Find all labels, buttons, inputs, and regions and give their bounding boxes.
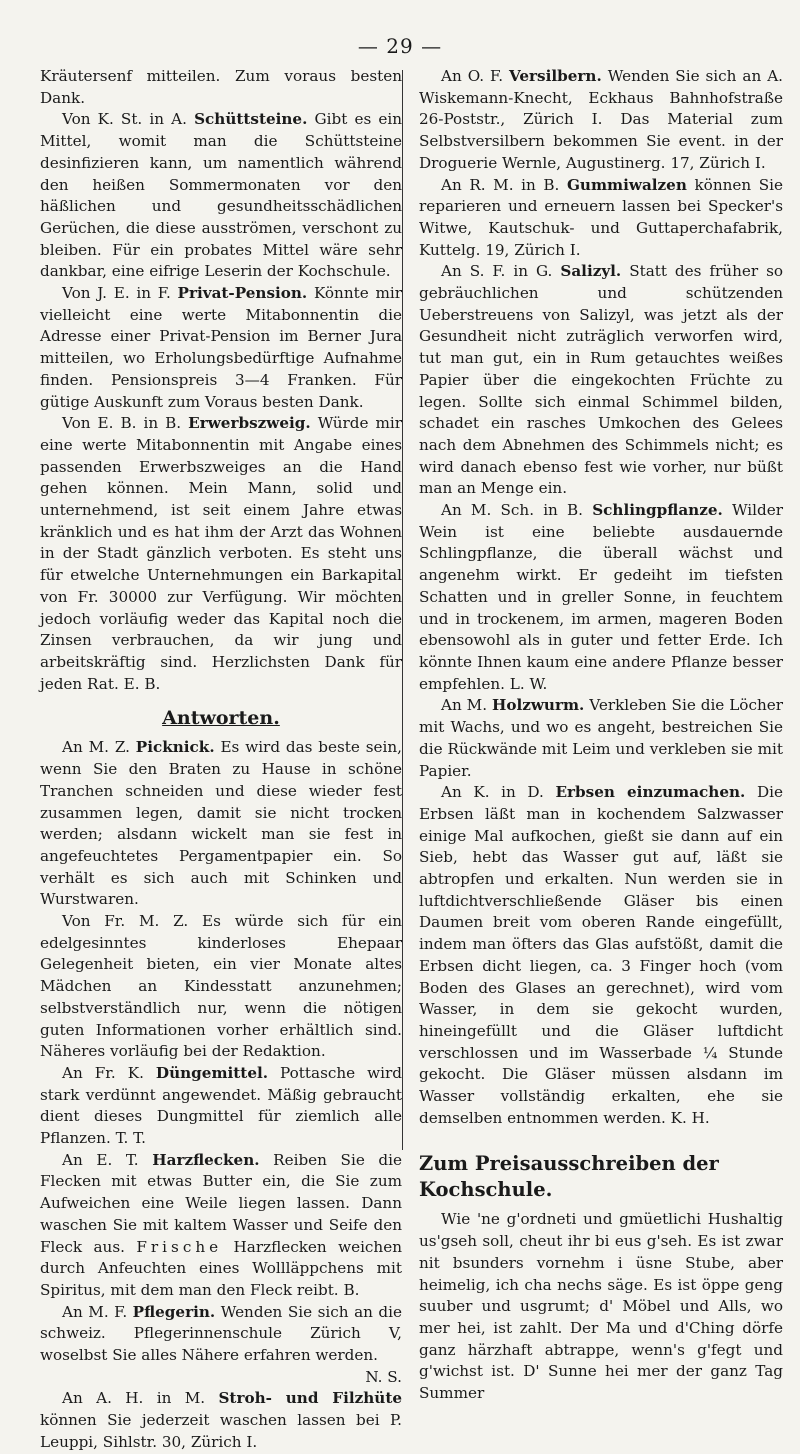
answer-strohhuete: An A. H. in M. Stroh- und Filzhüte können Sie jederzeit waschen lassen bei P. Leuppi, Sihlstr. 30, Zürich I. — [40, 1389, 402, 1451]
signature: K. H. — [670, 1108, 710, 1127]
section-heading-preisausschreiben: Zum Preisausschreiben der Kochschule. — [419, 1152, 719, 1202]
spaced-emphasis: Frische — [136, 1237, 223, 1256]
right-column — [419, 66, 783, 1405]
signature: E. B. — [123, 674, 161, 693]
answer-gummiwalzen: An R. M. in B. Gummiwalzen können Sie reparieren und erneuern lassen bei Specker's Witwe, Kautschuk- und Guttaperchafabrik, Kuttelg. 19, Zürich I. — [419, 175, 783, 259]
signature: N. S. — [365, 1367, 402, 1386]
question-erwerbszweig: Von E. B. in B. Erwerbszweig. Würde mir eine werte Mitabonnentin mit Angabe eines passenden Erwerbszweiges an die Hand gehen können. Mein Mann, solid und unternehmend, ist seit einem Jahre etwas kränklich und es hat ihm der Arzt das Wohnen in der Stadt gänzlich verboten. Es steht uns für etwelche Unternehmungen ein Barkapital von Fr. 30000 zur Verfügung. Wir möchten jedoch vorläufig weder das Kapital noch die Zinsen verbrauchen, da wir jung und arbeitskräftig sind. Herzlichsten Dank für jeden Rat. E. B. — [40, 414, 403, 693]
answer-schlingpflanze: An M. Sch. in B. Schlingpflanze. Wilder Wein ist eine beliebte ausdauernde Schlingpflanze, die überall wächst und angenehm wirkt. Er gedeiht im tiefsten Schatten und in greller Sonne, in feuchtem und in trockenem, im armen, mageren Boden ebensowohl als in guter und fetter Erde. Ich könnte Ihnen kaum eine andere Pflanze besser empfehlen. L. W. — [419, 501, 783, 693]
topic-keyword: Erbsen einzumachen. — [555, 783, 746, 802]
topic-keyword: Gummiwalzen — [566, 175, 687, 194]
question-privat-pension: Von J. E. in F. Privat-Pension. Könnte mir vielleicht eine werte Mitabonnentin die Adresse einer Privat-Pension im Berner Jura mitteilen, wo Erholungsbedürftige Aufnahme finden. Pensionspreis 3—4 Franken. Für gütige Auskunft zum Voraus besten Dank. — [40, 284, 402, 411]
answer-adoption: Von Fr. M. Z. Es würde sich für ein edelgesinntes kinderloses Ehepaar Gelegenheit bieten, ein vier Monate altes Mädchen an Kindesstatt anzunehmen; selbstverständlich nur, wenn die nötigen guten Informationen vorher erhältlich sind. Näheres vorläufig bei der Redaktion. — [40, 912, 402, 1061]
section-heading-antworten: Antworten. — [162, 707, 280, 730]
answer-duengemittel: An Fr. K. Düngemittel. Pottasche wird stark verdünnt angewendet. Mäßig gebraucht dient dieses Dungmittel für ziemlich alle Pflanzen. T. T. — [40, 1063, 402, 1148]
topic-keyword: Düngemittel. — [155, 1063, 269, 1082]
answer-holzwurm: An M. Holzwurm. Verkleben Sie die Löcher mit Wachs, und wo es angeht, bestreichen Sie die Rückwände mit Leim und verkleben sie mit Papier. — [419, 696, 783, 780]
question-schuettsteine: Von K. St. in A. Schüttsteine. Gibt es ein Mittel, womit man die Schüttsteine desinfizieren kann, um namentlich während den heißen Sommermonaten vor den häßlichen und gesundheitsschädlichen Gerüchen, die diese ausströmen, verschont zu bleiben. Für ein probates Mittel wäre sehr dankbar, eine eifrige Leserin der Kochschule. — [40, 110, 402, 281]
left-column — [40, 66, 402, 1454]
answer-versilbern: An O. F. Versilbern. Wenden Sie sich an A. Wiskemann-Knecht, Eckhaus Bahnhofstraße 26-Poststr., Zürich I. Das Material zum Selbstversilbern bekommen Sie event. in der Droguerie Wernle, Augustinerg. 17, Zürich I. — [419, 67, 783, 172]
page-number: — 29 — — [357, 34, 443, 58]
topic-keyword: Privat-Pension. — [177, 284, 308, 303]
answer-picknick: An M. Z. Picknick. Es wird das beste sein, wenn Sie den Braten zu Hause in schöne Tranchen schneiden und diese wieder fest zusammen legen, damit sie nicht trocken werden; alsdann wickelt man sie fest in angefeuchtetes Pergamentpapier ein. So verhält es sich auch mit Schinken und Wurstwaren. — [40, 738, 402, 909]
topic-keyword: Stroh- und Filzhüte — [218, 1389, 402, 1408]
signature: L. W. — [509, 674, 548, 693]
answer-pflegerin: An M. F. Pflegerin. Wenden Sie sich an die schweiz. Pflegerinnenschule Zürich V, woselbst Sie alles Nähere erfahren werden. — [40, 1302, 402, 1365]
essay-paragraph: Wie 'ne g'ordneti und gmüetlichi Hushaltig us'gseh soll, cheut ihr bi eus g'seh. Es ist zwar nit bsunders vornehm i üsne Stube, aber heimelig, ich cha nechs säge. Es ist öppe geng suuber und usgrumt; d' Möbel und Alls, wo mer hei, ist zahlt. Der Ma und d'Ching dörfe ganz härzhaft abtrappe, wenn's g'fegt und g'wichst ist. D' Sunne hei mer der ganz Tag Summer — [419, 1210, 783, 1403]
topic-keyword: Schüttsteine. — [194, 110, 308, 129]
topic-keyword: Schlingpflanze. — [592, 501, 723, 520]
answer-harzflecken: An E. T. Harzflecken. Reiben Sie die Flecken mit etwas Butter ein, die Sie zum Aufweichen eine Weile liegen lassen. Dann waschen Sie mit kaltem Wasser und Seife den Fleck aus. Frische Harzflecken weichen durch Anfeuchten eines Wollläppchens mit Spiritus, mit dem man den Fleck reibt. B. — [40, 1150, 402, 1299]
column-divider — [402, 70, 403, 1150]
answer-salizyl: An S. F. in G. Salizyl. Statt des früher so gebräuchlichen und schützenden Ueberstreuens von Salizyl, was jetzt als der Gesundheit nicht zuträglich verworfen wird, tut man gut, ein in Rum getauchtes weißes Papier über die eingekochten Früchte zu legen. Sollte sich einmal Schimmel bilden, schadet ein rasches Umkochen des Gelees nach dem Abnehmen des Schimmels nicht; es wird danach ebenso fest wie vorher, nur büßt man an Menge ein. — [419, 262, 784, 498]
topic-keyword: Salizyl. — [560, 262, 622, 281]
topic-keyword: Harzflecken. — [152, 1150, 260, 1169]
topic-keyword: Picknick. — [135, 738, 215, 757]
paragraph: Kräutersenf mitteilen. Zum voraus besten Dank. — [40, 67, 402, 107]
topic-keyword: Holzwurm. — [491, 696, 585, 715]
topic-keyword: Erwerbszweig. — [188, 414, 311, 433]
signature: T. T. — [115, 1129, 146, 1148]
topic-keyword: Pflegerin. — [132, 1302, 216, 1321]
topic-keyword: Versilbern. — [509, 67, 602, 85]
answer-erbsen: An K. in D. Erbsen einzumachen. Die Erbsen läßt man in kochendem Salzwasser einige Mal aufkochen, gießt sie dann auf ein Sieb, hebt das Wasser gut auf, läßt sie abtropfen und erkalten. Nun werden sie in luftdichtverschließende Gläser bis einen Daumen breit vom oberen Rande eingefüllt, indem man öfters das Glas aufstößt, damit die Erbsen dicht liegen, ca. 3 Finger hoch (vom Boden des Glases an gerechnet), wird vom Wasser, in dem sie gekocht wurden, hineingefüllt und die Gläser luftdicht verschlossen und im Wasserbade ¼ Stunde gekocht. Die Gläser müssen alsdann im Wasser vollständig erkalten, ehe sie demselben entnommen werden. K. H. — [419, 783, 783, 1127]
